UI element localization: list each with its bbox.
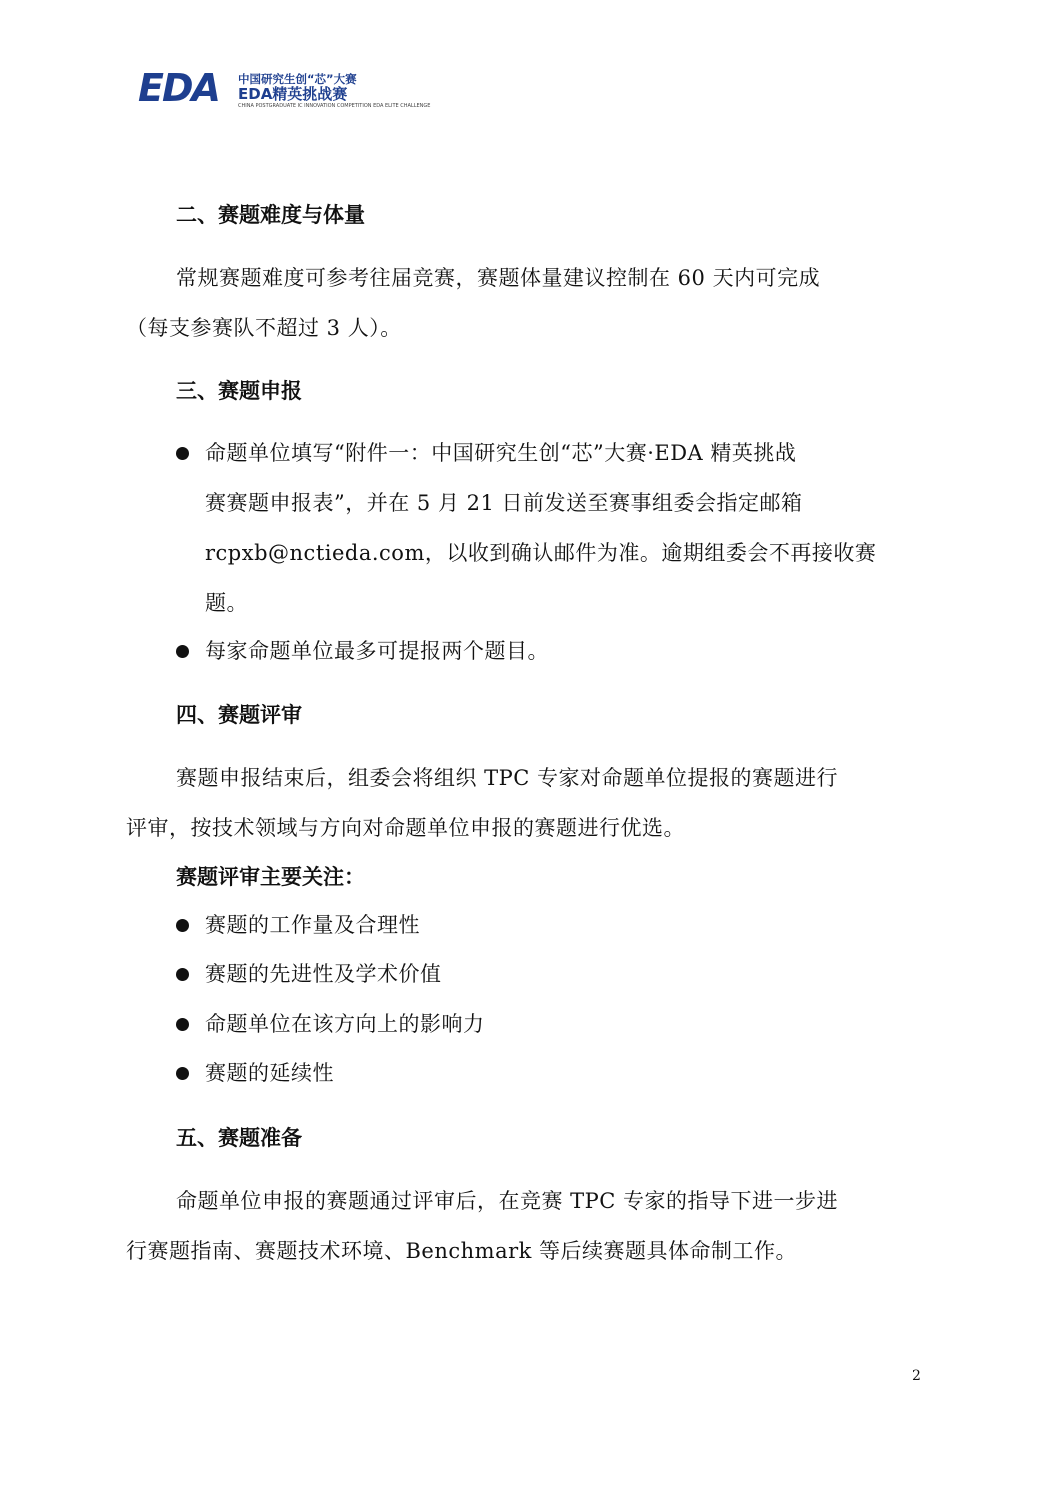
section-heading-3: 三、赛题申报	[176, 379, 302, 403]
section-heading-5: 五、赛题准备	[176, 1126, 302, 1150]
logo-text	[238, 72, 431, 110]
s3-bullet1-line3: rcpxb@nctieda.com，以收到确认邮件为准。逾期组委会不再接收赛	[205, 541, 877, 565]
s2-paragraph-line1: 常规赛题难度可参考往届竞赛，赛题体量建议控制在 60 天内可完成	[176, 266, 821, 290]
bullet-icon	[176, 1067, 189, 1080]
bullet-icon	[176, 645, 189, 658]
s4-paragraph-line2: 评审，按技术领域与方向对命题单位申报的赛题进行优选。	[126, 816, 685, 840]
bullet-icon	[176, 447, 189, 460]
s2-paragraph-line2: （每支参赛队不超过 3 人）。	[126, 316, 402, 340]
s4-focus-item: 命题单位在该方向上的影响力	[205, 1012, 485, 1036]
s3-bullet2: 每家命题单位最多可提报两个题目。	[205, 639, 549, 663]
bullet-icon	[176, 919, 189, 932]
s4-paragraph-line1: 赛题申报结束后，组委会将组织 TPC 专家对命题单位提报的赛题进行	[176, 766, 839, 790]
s5-paragraph-line1: 命题单位申报的赛题通过评审后，在竞赛 TPC 专家的指导下进一步进	[176, 1189, 839, 1213]
s3-bullet1-line4: 题。	[205, 591, 248, 615]
s4-focus-item: 赛题的延续性	[205, 1061, 334, 1085]
s4-focus-item: 赛题的先进性及学术价值	[205, 962, 442, 986]
bullet-icon	[176, 968, 189, 981]
page-number: 2	[912, 1368, 921, 1384]
s4-focus-label: 赛题评审主要关注：	[176, 864, 365, 889]
eda-logo	[138, 66, 431, 110]
section-heading-4: 四、赛题评审	[176, 703, 302, 727]
logo-line3: CHINA POSTGRADUATE IC INNOVATION COMPETITION EDA ELITE CHALLENGE	[238, 103, 431, 109]
logo-line2: EDA精英挑战赛	[238, 85, 348, 103]
section-heading-2: 二、赛题难度与体量	[176, 203, 365, 227]
s4-focus-item: 赛题的工作量及合理性	[205, 913, 420, 937]
logo-mark: EDA	[138, 66, 219, 110]
s3-bullet1-line2: 赛赛题申报表”，并在 5 月 21 日前发送至赛事组委会指定邮箱	[205, 491, 803, 515]
s3-bullet1-line1: 命题单位填写“附件一：中国研究生创“芯”大赛·EDA 精英挑战	[205, 441, 797, 465]
logo-line1: 中国研究生创“芯”大赛	[238, 72, 357, 86]
s5-paragraph-line2: 行赛题指南、赛题技术环境、Benchmark 等后续赛题具体命制工作。	[126, 1239, 798, 1263]
bullet-icon	[176, 1018, 189, 1031]
